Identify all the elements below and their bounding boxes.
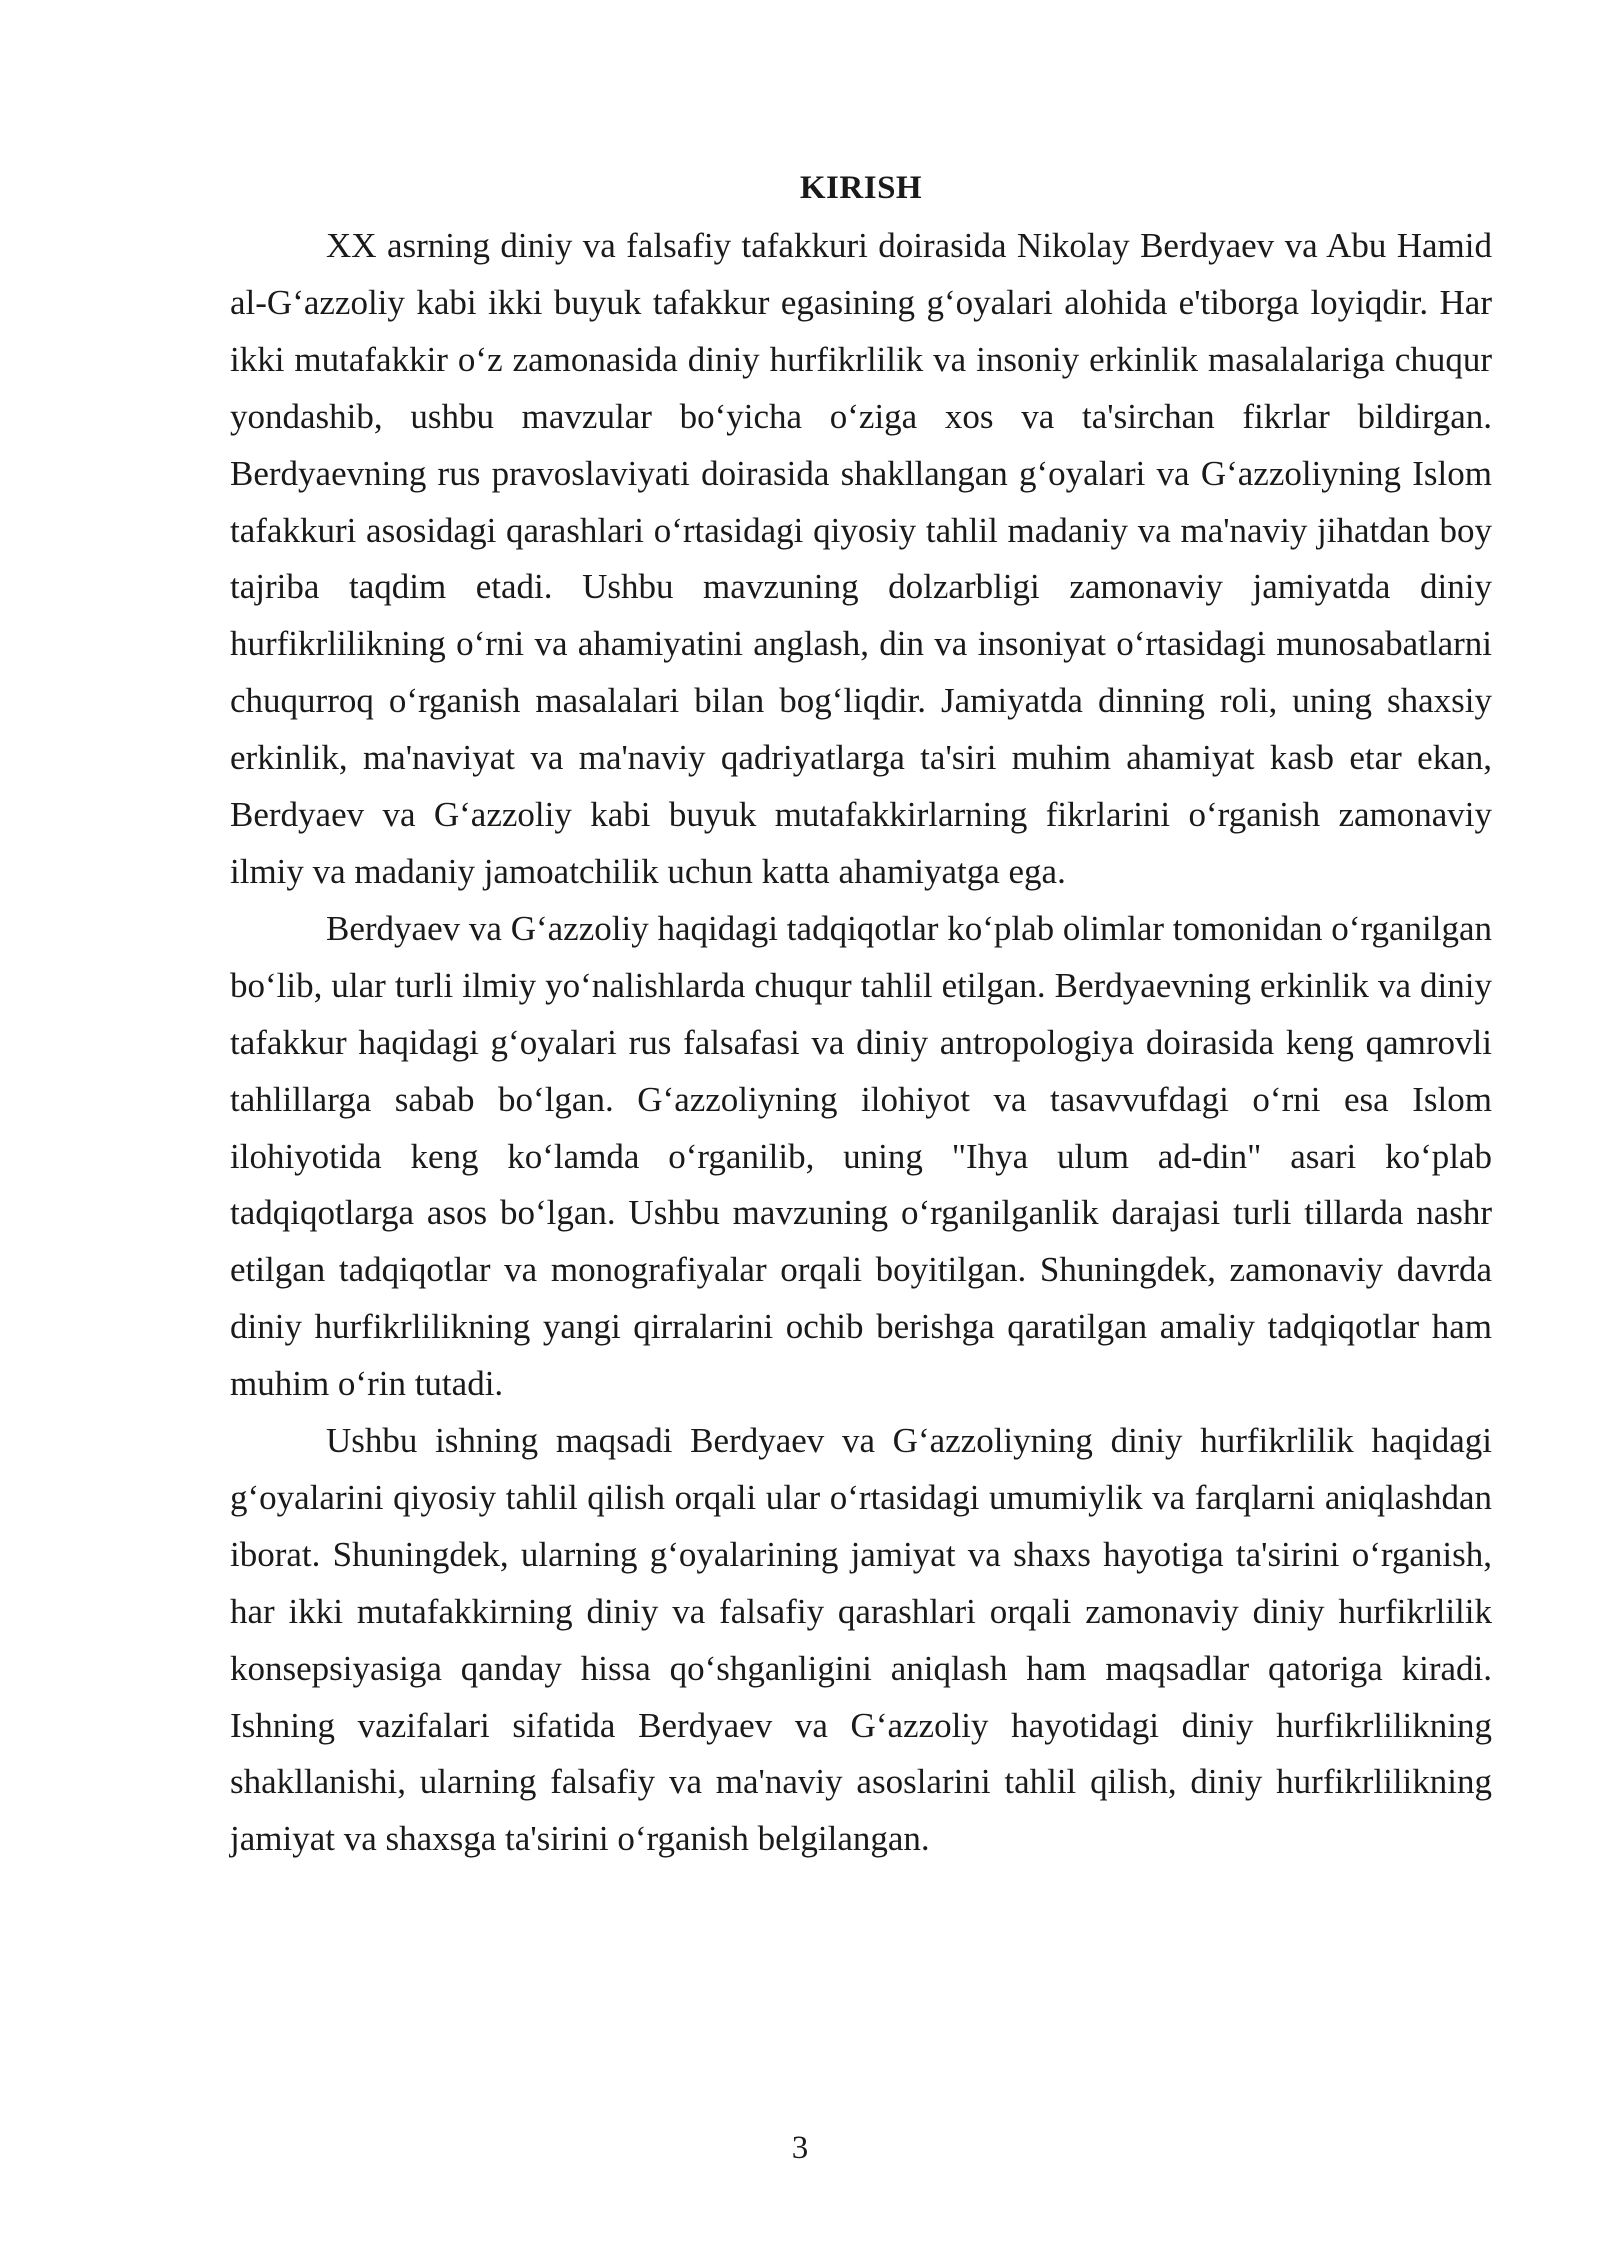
section-title: KIRISH [799, 170, 923, 206]
paragraph-goals: Ushbu ishning maqsadi Berdyaev va G‘azzoliyning diniy hurfikrlilik haqidagi g‘oyalarini qiyosiy tahlil qilish orqali ular o‘rtasidagi umumiylik va farqlarni aniqlashdan iborat. Shuningdek, ularning g‘oyalarining jamiyat va shaxs hayotiga ta'sirini o‘rganish, har ikki mutafakkirning diniy va falsafiy qarashlari orqali zamonaviy diniy hurfikrlilik konsepsiyasiga qanday hissa qo‘shganligini aniqlash ham maqsadlar qatoriga kiradi. Ishning vazifalari sifatida Berdyaev va G‘azzoliy hayotidagi diniy hurfikrlilikning shakllanishi, ularning falsafiy va ma'naviy asoslarini tahlil qilish, diniy hurfikrlilikning jamiyat va shaxsga ta'sirini o‘rganish belgilangan. [230, 1421, 1492, 1859]
paragraph-introduction: XX asrning diniy va falsafiy tafakkuri doirasida Nikolay Berdyaev va Abu Hamid al-G‘azzoliy kabi ikki buyuk tafakkur egasining g‘oyalari alohida e'tiborga loyiqdir. Har ikki mutafakkir o‘z zamonasida diniy hurfikrlilik va insoniy erkinlik masalalariga chuqur yondashib, ushbu mavzular bo‘yicha o‘ziga xos va ta'sirchan fikrlar bildirgan. Berdyaevning rus pravoslaviyati doirasida shakllangan g‘oyalari va G‘azzoliyning Islom tafakkuri asosidagi qarashlari o‘rtasidagi qiyosiy tahlil madaniy va ma'naviy jihatdan boy tajriba taqdim etadi. Ushbu mavzuning dolzarbligi zamonaviy jamiyatda diniy hurfikrlilikning o‘rni va ahamiyatini anglash, din va insoniyat o‘rtasidagi munosabatlarni chuqurroq o‘rganish masalalari bilan bog‘liqdir. Jamiyatda dinning roli, uning shaxsiy erkinlik, ma'naviyat va ma'naviy qadriyatlarga ta'siri muhim ahamiyat kasb etar ekan, Berdyaev va G‘azzoliy kabi buyuk mutafakkirlarning fikrlarini o‘rganish zamonaviy ilmiy va madaniy jamoatchilik uchun katta ahamiyatga ega. [230, 226, 1492, 891]
page-number: 3 [791, 2130, 809, 2166]
paragraph-research-state: Berdyaev va G‘azzoliy haqidagi tadqiqotlar ko‘plab olimlar tomonidan o‘rganilgan bo‘lib, ular turli ilmiy yo‘nalishlarda chuqur tahlil etilgan. Berdyaevning erkinlik va diniy tafakkur haqidagi g‘oyalari rus falsafasi va diniy antropologiya doirasida keng qamrovli tahlillarga sabab bo‘lgan. G‘azzoliyning ilohiyot va tasavvufdagi o‘rni esa Islom ilohiyotida keng ko‘lamda o‘rganilib, uning "Ihya ulum ad-din" asari ko‘plab tadqiqotlarga asos bo‘lgan. Ushbu mavzuning o‘rganilganlik darajasi turli tillarda nashr etilgan tadqiqotlar va monografiyalar orqali boyitilgan. Shuningdek, zamonaviy davrda diniy hurfikrlilikning yangi qirralarini ochib berishga qaratilgan amaliy tadqiqotlar ham muhim o‘rin tutadi. [230, 908, 1492, 1404]
page-body [230, 160, 1492, 1868]
